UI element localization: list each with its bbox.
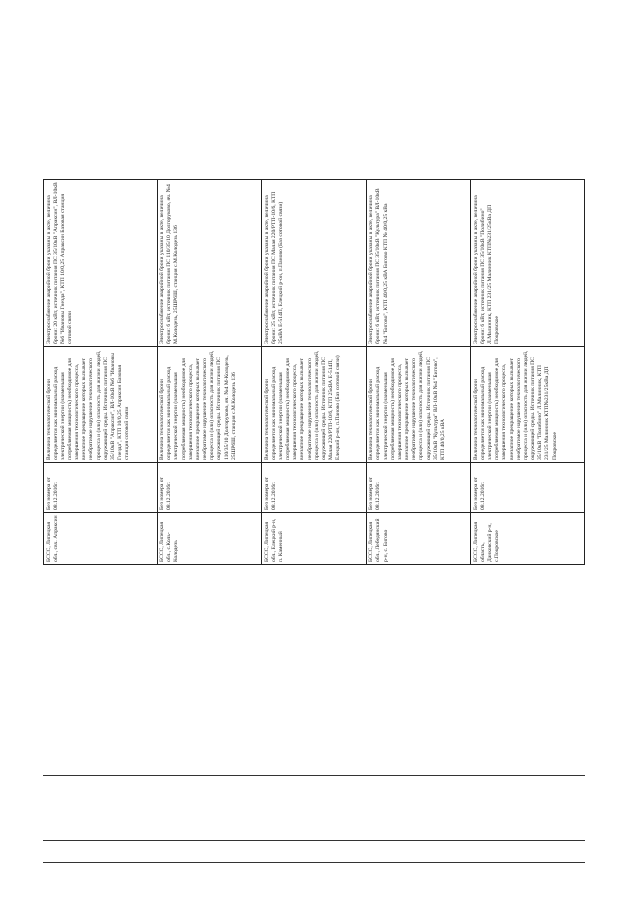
source-text: Электроснабжение аварийной брони указаны в акте, величина брони: 6 кВт, источник питания ПС 35/10кВ "Полибино" Л.Малинник, КТП 231/25 Малинник КТП№231/25кВа ДП Покровское bbox=[472, 195, 501, 344]
table-row bbox=[471, 180, 585, 565]
location-cell bbox=[157, 513, 262, 565]
description-cell bbox=[44, 347, 158, 463]
number-cell bbox=[44, 463, 158, 513]
table-row bbox=[262, 180, 367, 565]
number-cell bbox=[366, 463, 471, 513]
horizontal-divider bbox=[43, 840, 585, 841]
horizontal-divider bbox=[43, 775, 585, 776]
number-text: Без номера от 08.12.2016г. bbox=[368, 477, 382, 510]
table-row bbox=[44, 180, 158, 565]
source-text: Электроснабжение аварийной брони указаны в акте, величина брони: 25 кВт, источник питания ПС Малая 220/РТП-10/6, КТП 25кВА Е-514П, Елецкий р-он, п.Паново (Баз сотовой связи) bbox=[263, 191, 285, 344]
technological-reserve-table bbox=[43, 179, 585, 565]
horizontal-divider bbox=[43, 862, 585, 863]
source-text: Электроснабжение аварийной брони указаны в акте, величина брони: 20 кВт, источник питания ПС 35/10кВ "Апраксин", ВЛ-10кВ №6 "Ивановы Гнезда", КТП 10/0,25 Апраксин Базовая станция сотовой связи bbox=[45, 182, 73, 344]
source-cell bbox=[44, 180, 158, 347]
source-cell bbox=[366, 180, 471, 347]
location-text: БССС, Липецкая область, Данковский р-н, с.Покровское bbox=[472, 521, 501, 562]
table-row bbox=[157, 180, 262, 565]
description-text: Величина технологической брони определяется как минимальный расход электрической энергии (наименьшая потребляемая мощность) необходимое для завершения технологического процесса, внезапное прекращение которых вызывает необратимое нарушение технологического процесса и (или) опасность для жизни людей, окружающей среды. Источник питания ПС 35/10кВ "Культура" ВЛ-10кВ №4 "Бигово", КТП 40/0,25 кВА bbox=[368, 350, 446, 460]
description-cell bbox=[366, 347, 471, 463]
location-text: БССС, Липецкая обл., Елецкий р-н, п. Каменный bbox=[263, 518, 285, 562]
number-text: Без номера от 08.12.2016г. bbox=[263, 477, 277, 510]
description-cell bbox=[262, 347, 367, 463]
location-cell bbox=[262, 513, 367, 565]
source-cell bbox=[262, 180, 367, 347]
description-cell bbox=[157, 347, 262, 463]
number-cell bbox=[157, 463, 262, 513]
table-row bbox=[366, 180, 471, 565]
source-text: Электроснабжение аварийной брони указаны в акте, величина брони: 6 кВт, источник питания ПС 35/10кВ "Культура" ВЛ-10кВ №4 "Бигово", КТП 40/0,25 кВА Бигово КТП № 40/0,25 кВа bbox=[368, 188, 389, 344]
location-text: БССС, Липецкая обл., свх. Апраксин bbox=[45, 515, 59, 562]
location-cell bbox=[471, 513, 585, 565]
description-text: Величина технологической брони определяется как минимальный расход электрической энергии (наименьшая потребляемая мощность) необходимое для завершения технологического процесса, внезапное прекращение которых вызывает необратимое нарушение технологического процесса и (или) опасность для жизни людей, окружающей среды. Источник питания ПС 35/10кВ "Апраксин", ВЛ-10кВ №6 "Ивановы Гнезда", КТП 10/0,25 Апраксин Базовая станция сотовой связи bbox=[45, 350, 131, 460]
rotated-table-wrapper bbox=[43, 180, 585, 565]
location-cell bbox=[44, 513, 158, 565]
location-text: БССС, Липецкая обл., Лебедянский р-н, с. Бигово bbox=[368, 518, 389, 562]
location-text: БССС, Липецкая обл., с.Коль-Колодезь bbox=[159, 521, 180, 562]
number-cell bbox=[471, 463, 585, 513]
number-text: Без номера от 08.12.2016г. bbox=[472, 477, 487, 510]
description-text: Величина технологической брони определяется как минимальный расход электрической энергии (наименьшая потребляемая мощность) необходимое для завершения технологического процесса, внезапное прекращение которых вызывает необратимое нарушение технологического процесса и (или) опасность для жизни людей, окружающей среды. Источник питания ПС Малая 220/РТП-10/6, КТП 25кВА Е-514П, Елецкий р-он, п.Паново (Баз сотовой связи) bbox=[263, 350, 342, 460]
description-cell bbox=[471, 347, 585, 463]
source-cell bbox=[157, 180, 262, 347]
number-text: Без номера от 08.12.2016г. bbox=[159, 477, 173, 510]
source-text: Электроснабжение аварийной брони указаны в акте, величина брони: 6 кВт, источник питания ПС 110/35/10 Долгоруково, яч. №4 М.Колодезь, 25ШР6Ш, станция с.М.Колодезь 136 bbox=[159, 184, 180, 344]
location-cell bbox=[366, 513, 471, 565]
number-text: Без номера от 08.12.2016г. bbox=[45, 477, 59, 510]
description-text: Величина технологической брони определяется как минимальный расход электрической энергии (наименьшая потребляемая мощность) необходимое для завершения технологического процесса, внезапное прекращение которых вызывает необратимое нарушение технологического процесса и (или) опасность для жизни людей, окружающей среды. Источник питания ПС 110/35/10 Долгоруково, яч. №4 М-Колодезь, 25ШР6Ш, станция с.М.Колодезь 136 bbox=[159, 350, 237, 460]
description-text: Величина технологической брони определяется как минимальный расход электрической энергии (наименьшая потребляемая мощность) необходимое для завершения технологического процесса, внезапное прекращение которых вызывает необратимое нарушение технологического процесса и (или) опасность для жизни людей, окружающей среды. Источник питания ПС 35/10кВ "Полибино" Л.Малинник, КТП 231/25 Малинник КТП№231/25кВа ДП Покровское bbox=[472, 350, 558, 460]
source-cell bbox=[471, 180, 585, 347]
number-cell bbox=[262, 463, 367, 513]
